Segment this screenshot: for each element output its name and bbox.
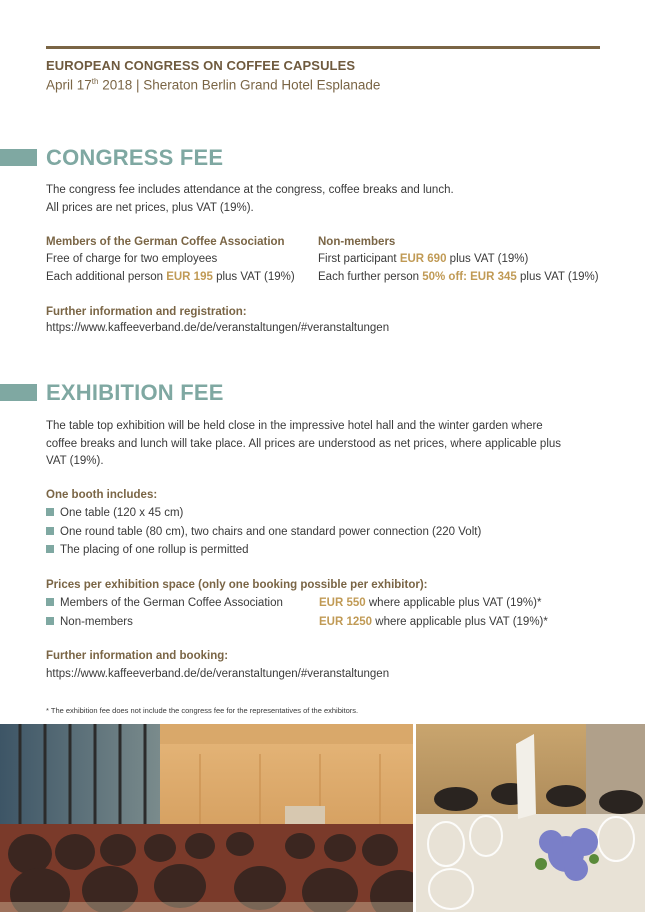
square-bullet-icon: [46, 527, 54, 535]
price-value: EUR 1250 where applicable plus VAT (19%)*: [319, 616, 548, 628]
conference-hall-photo: [0, 724, 413, 912]
list-item: The placing of one rollup is permitted: [46, 544, 249, 556]
booking-heading: Further information and booking:: [46, 650, 229, 662]
registration-link[interactable]: https://www.kaffeeverband.de/de/veranstaltungen/#veranstaltungen: [46, 322, 390, 334]
exhibition-fee-title: EXHIBITION FEE: [46, 380, 224, 405]
price-row: Members of the German Coffee Association: [46, 597, 283, 609]
exhibition-intro: The table top exhibition will be held close in the impressive hotel hall and the winter garden where coffee breaks and lunch will take place. All prices are understood as net prices, where applicable plus VAT (19%).: [46, 420, 562, 467]
registration-heading: Further information and registration:: [46, 306, 247, 318]
square-bullet-icon: [46, 508, 54, 516]
section-marker: [0, 384, 37, 401]
nonmembers-line-1: First participant EUR 690 plus VAT (19%): [318, 253, 529, 265]
square-bullet-icon: [46, 545, 54, 553]
members-line-2: Each additional person EUR 195 plus VAT (19%): [46, 271, 295, 283]
price-row: Non-members: [46, 616, 133, 628]
event-date-venue: April 17th 2018 | Sheraton Berlin Grand Hotel Esplanade: [46, 77, 381, 93]
event-title: EUROPEAN CONGRESS ON COFFEE CAPSULES: [46, 58, 356, 73]
banquet-table-photo: [416, 724, 645, 912]
header-rule: [46, 46, 600, 49]
section-marker: [0, 149, 37, 166]
price-value: EUR 550 where applicable plus VAT (19%)*: [319, 597, 542, 609]
square-bullet-icon: [46, 598, 54, 606]
members-heading: Members of the German Coffee Association: [46, 236, 285, 248]
footnote: * The exhibition fee does not include the congress fee for the representatives of the exhibitors.: [46, 706, 359, 715]
list-item: One table (120 x 45 cm): [46, 507, 183, 519]
prices-heading: Prices per exhibition space (only one booking possible per exhibitor):: [46, 579, 428, 591]
congress-intro: The congress fee includes attendance at the congress, coffee breaks and lunch. All prices are net prices, plus VAT (19%).: [46, 184, 454, 214]
square-bullet-icon: [46, 617, 54, 625]
booth-heading: One booth includes:: [46, 489, 158, 501]
congress-fee-title: CONGRESS FEE: [46, 145, 224, 170]
nonmembers-heading: Non-members: [318, 236, 396, 248]
booking-link[interactable]: https://www.kaffeeverband.de/de/veranstaltungen/#veranstaltungen: [46, 668, 390, 680]
list-item: One round table (80 cm), two chairs and one standard power connection (220 Volt): [46, 526, 481, 538]
nonmembers-line-2: Each further person 50% off: EUR 345 plus VAT (19%): [318, 271, 599, 283]
members-line-1: Free of charge for two employees: [46, 253, 218, 265]
